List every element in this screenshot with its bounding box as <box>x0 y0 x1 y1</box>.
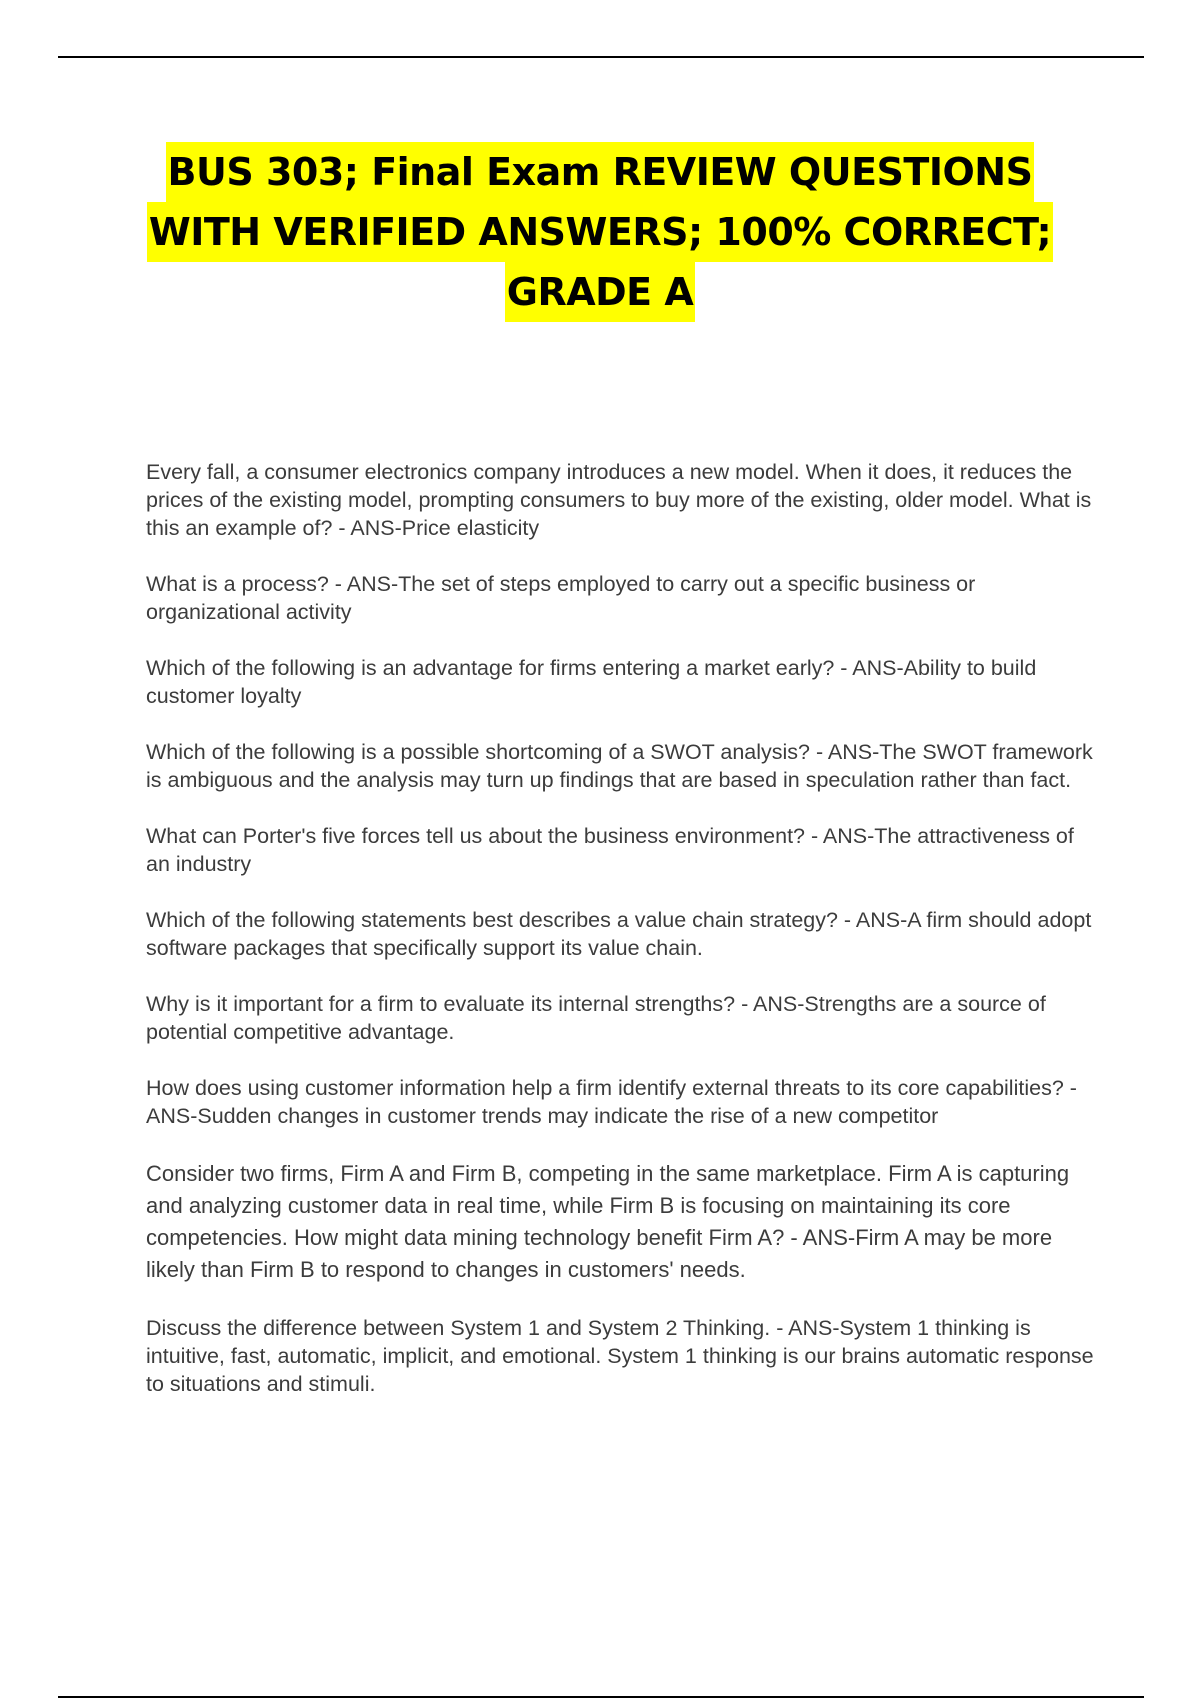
title-line-1: BUS 303; Final Exam REVIEW QUESTIONS <box>166 142 1035 202</box>
qa-item-3: Which of the following is an advantage for firms entering a market early? - ANS-Ability to build customer loyalty <box>146 656 1037 708</box>
qa-item-10: Discuss the difference between System 1 and System 2 Thinking. - ANS-System 1 thinking is intuitive, fast, automatic, implicit, and emotional. System 1 thinking is our brains automatic response to situations and stimuli. <box>146 1316 1094 1396</box>
qa-item-6: Which of the following statements best describes a value chain strategy? - ANS-A firm should adopt software packages that specifically support its value chain. <box>146 908 1092 960</box>
question-answer-list <box>146 458 1096 1426</box>
qa-item-2: What is a process? - ANS-The set of steps employed to carry out a specific business or organizational activity <box>146 572 976 624</box>
title-line-3: GRADE A <box>505 262 696 322</box>
qa-item-5: What can Porter's five forces tell us about the business environment? - ANS-The attractiveness of an industry <box>146 824 1074 876</box>
qa-item-1: Every fall, a consumer electronics company introduces a new model. When it does, it reduces the prices of the existing model, prompting consumers to buy more of the existing, older model. What is this an example of? - ANS-Price elasticity <box>146 460 1092 540</box>
document-title <box>60 142 1140 322</box>
qa-item-8: How does using customer information help a firm identify external threats to its core capabilities? - ANS-Sudden changes in customer trends may indicate the rise of a new competitor <box>146 1076 1077 1128</box>
bottom-rule <box>58 1696 1144 1698</box>
title-line-2: WITH VERIFIED ANSWERS; 100% CORRECT; <box>147 202 1053 262</box>
qa-item-7: Why is it important for a firm to evaluate its internal strengths? - ANS-Strengths are a source of potential competitive advantage. <box>146 992 1046 1044</box>
qa-item-4: Which of the following is a possible shortcoming of a SWOT analysis? - ANS-The SWOT framework is ambiguous and the analysis may turn up findings that are based in speculation rather than fact. <box>146 740 1093 792</box>
top-rule <box>58 56 1144 58</box>
qa-item-9: Consider two firms, Firm A and Firm B, competing in the same marketplace. Firm A is capturing and analyzing customer data in real time, while Firm B is focusing on maintaining its core competencies. How might data mining technology benefit Firm A? - ANS-Firm A may be more likely than Firm B to respond to changes in customers' needs. <box>146 1161 1070 1282</box>
